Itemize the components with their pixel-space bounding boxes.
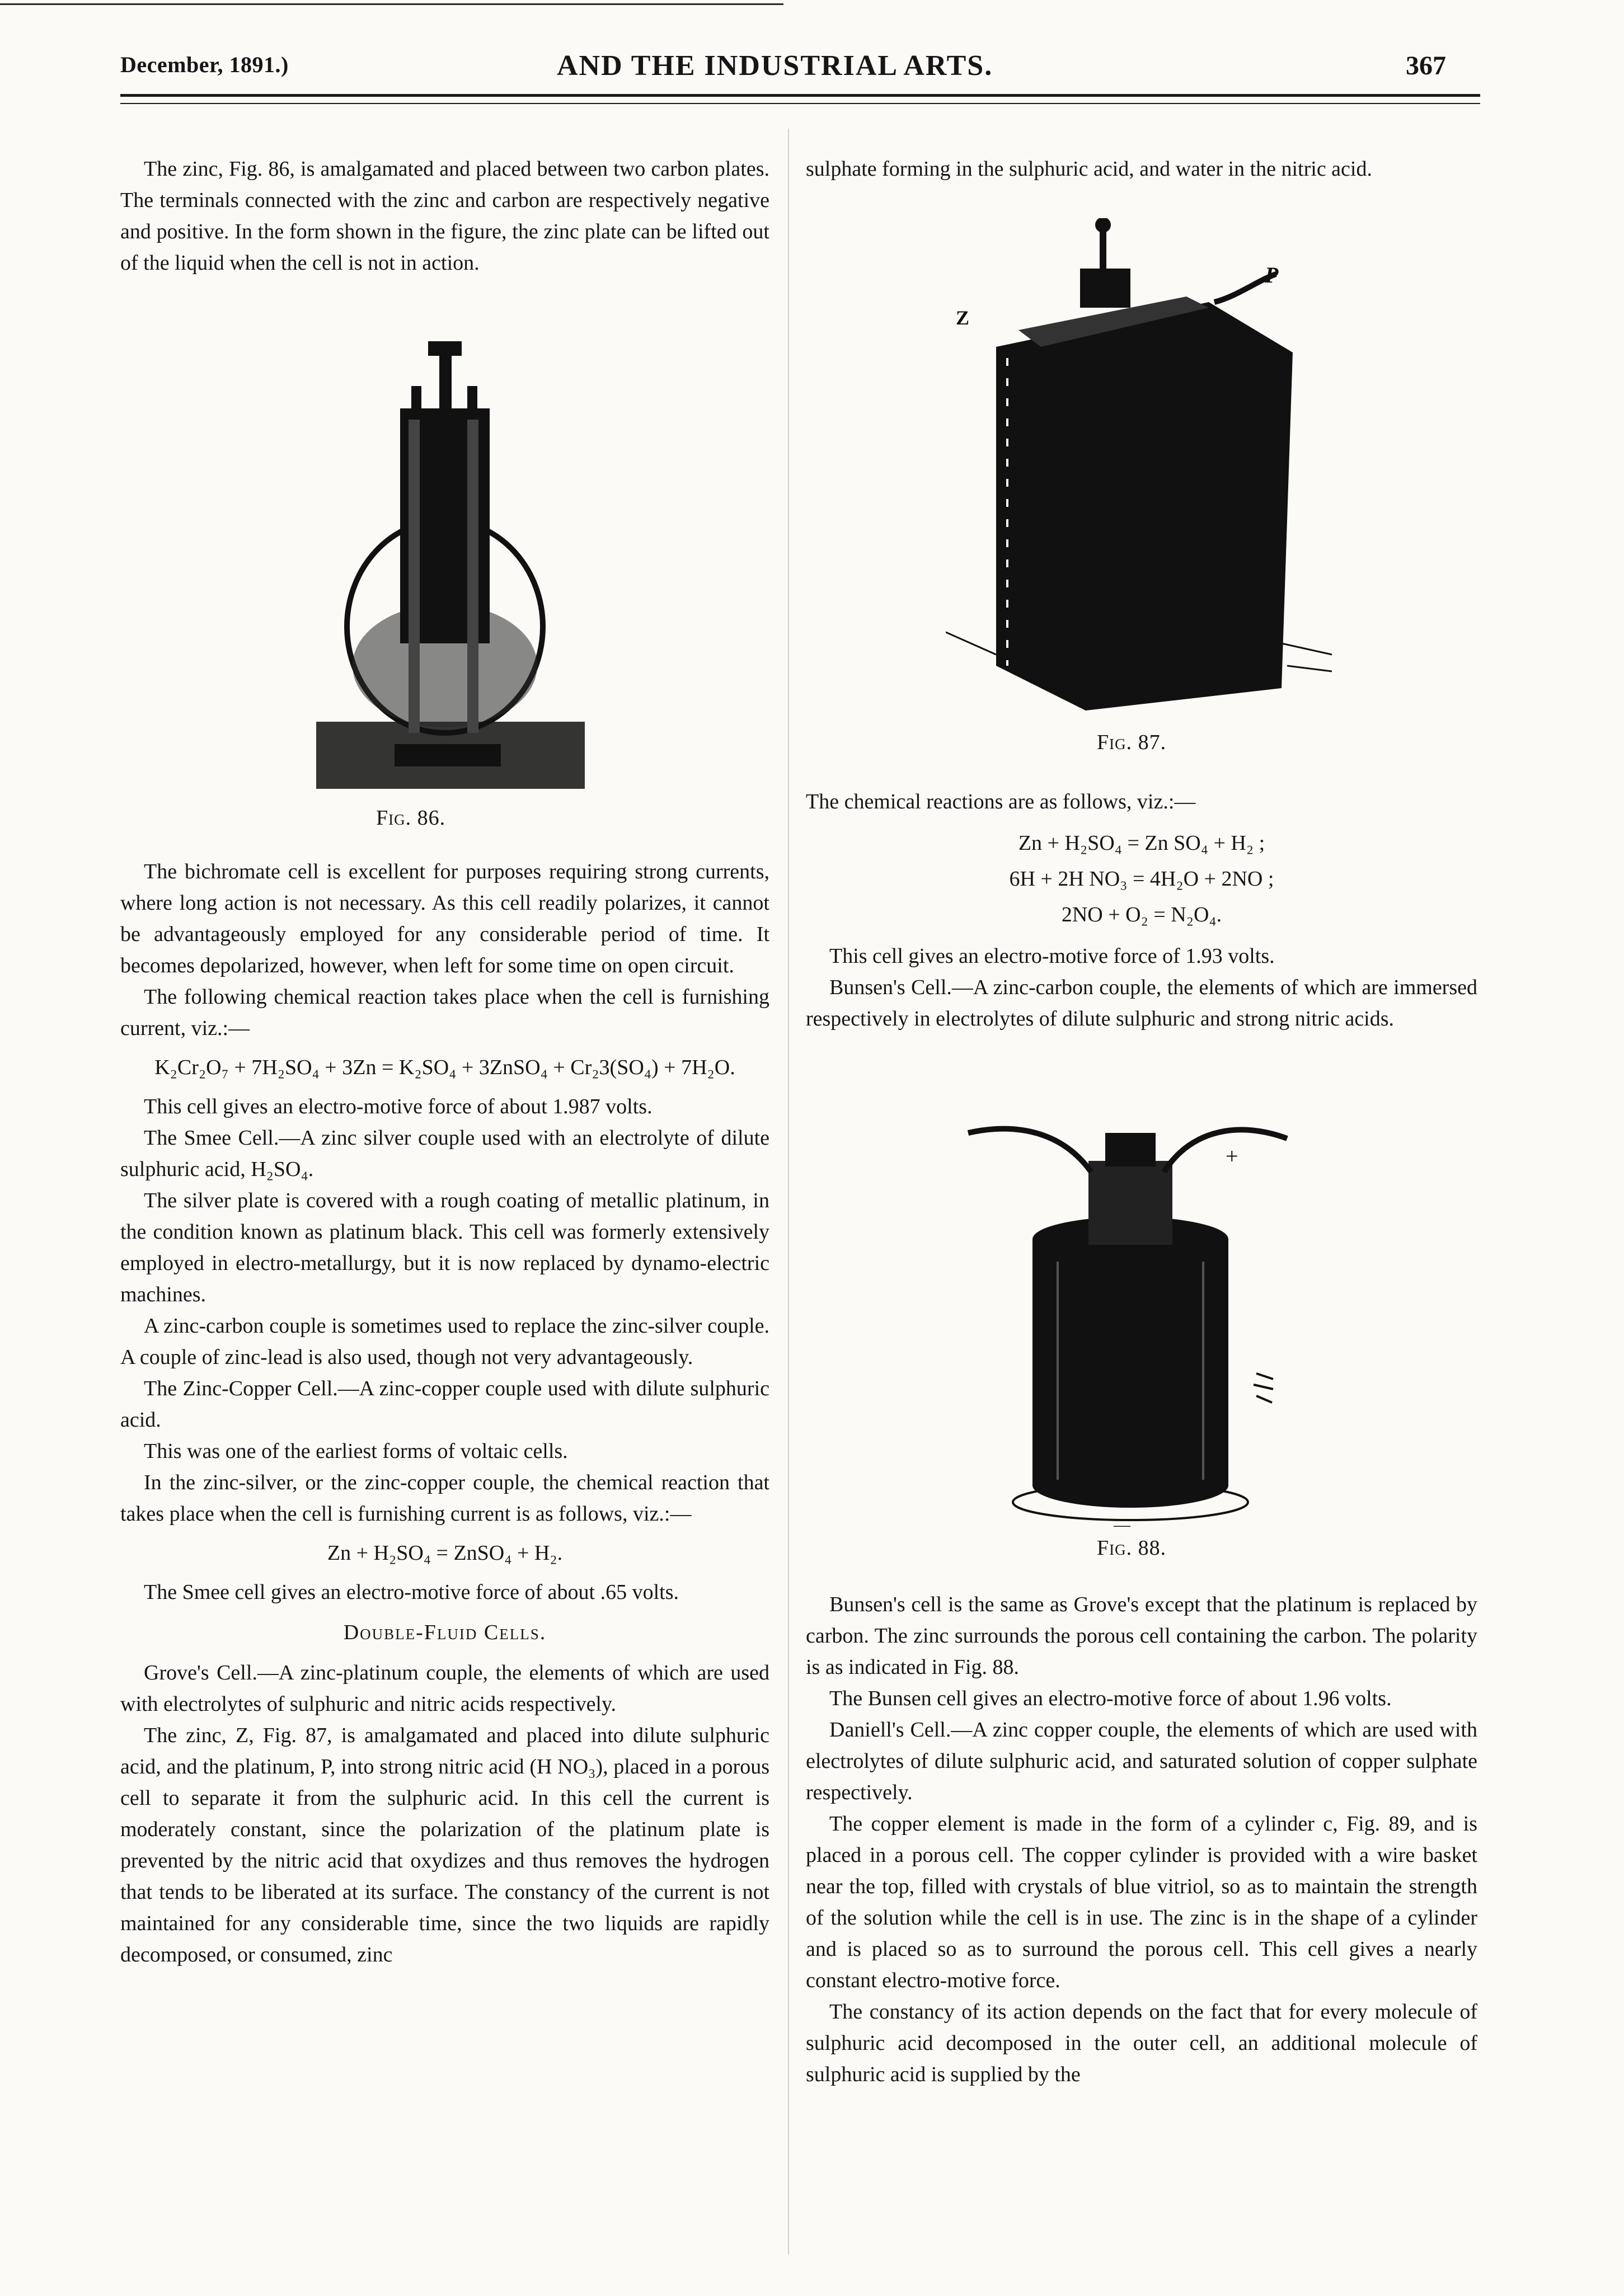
- paragraph-bichromate-emf: This cell gives an electro-motive force of about 1.987 volts.: [144, 1095, 653, 1118]
- figure-87-label-z: Z: [956, 307, 970, 329]
- header-date: December, 1891.): [120, 52, 289, 77]
- equation-grove-3: 2NO + O₂ = N₂O₄.: [1061, 903, 1222, 926]
- paragraph-smee-intro: The Smee Cell.—A zinc silver couple used with an electrolyte of dilute sulphuric acid, H₂SO₄.: [120, 1126, 769, 1181]
- left-intro: [120, 153, 769, 279]
- figure-86-caption: Fig. 86.: [376, 806, 446, 830]
- paragraph-reaction-intro: The following chemical reaction takes place when the cell is furnishing current, viz.:—: [120, 985, 769, 1040]
- paragraph-zinc-intro: The zinc, Fig. 86, is amalgamated and placed between two carbon plates. The terminals connected with the zinc and carbon are respectively negative and positive. In the form shown in the figure, the zinc plate can be lifted out of the liquid when the cell is not in action.: [120, 157, 769, 275]
- heading-double-fluid-cells: Double-Fluid Cells.: [343, 1621, 547, 1644]
- paragraph-constancy: The constancy of its action depends on the fact that for every molecule of sulphuric acid decomposed in the outer cell, an additional molecule of sulphuric acid is supplied by the: [806, 2000, 1477, 2086]
- paragraph-grove-emf: This cell gives an electro-motive force of 1.93 volts.: [829, 944, 1275, 968]
- paragraph-continuation: sulphate forming in the sulphuric acid, and water in the nitric acid.: [806, 157, 1372, 181]
- paragraph-smee-silver: The silver plate is covered with a rough coating of metallic platinum, in the condition known as platinum black. This cell was formerly extensively employed in electro-metallurgy, but it is now replaced by dynamo-electric machines.: [120, 1189, 769, 1306]
- header-rule-thick: [120, 94, 1480, 97]
- figure-88-plus-label: +: [1226, 1144, 1238, 1169]
- right-body: [806, 1589, 1477, 2090]
- paragraph-daniell: Daniell's Cell.—A zinc copper couple, the elements of which are used with electrolytes of dilute sulphuric acid, and saturated solution of copper sulphate respectively.: [806, 1718, 1477, 1804]
- paragraph-zinc-carbon: A zinc-carbon couple is sometimes used to replace the zinc-silver couple. A couple of zinc-lead is also used, though not very advantageously.: [120, 1314, 769, 1369]
- figure-88-minus-label: —: [1114, 1516, 1130, 1534]
- paragraph-bichromate: The bichromate cell is excellent for purposes requiring strong currents, where long action is not necessary. As this cell readily polarizes, it cannot be advantageously employed for any considerable period of time. It becomes depolarized, however, when left for some time on open circuit.: [120, 860, 769, 977]
- figure-88-caption: Fig. 88.: [1097, 1536, 1167, 1560]
- page-number: 367: [1406, 51, 1446, 81]
- header-title: AND THE INDUSTRIAL ARTS.: [557, 50, 993, 82]
- top-border-rule: [0, 3, 783, 5]
- paragraph-bunsen: Bunsen's Cell.—A zinc-carbon couple, the elements of which are immersed respectively in electrolytes of dilute sulphuric and strong nitric acids.: [806, 976, 1477, 1031]
- paragraph-grove-zinc: The zinc, Z, Fig. 87, is amalgamated and placed into dilute sulphuric acid, and the platinum, P, into strong nitric acid (H NO₃), placed in a porous cell to separate it from the sulphuric acid. In this cell the current is moderately constant, since the polarization of the platinum plate is prevented by the nitric acid that oxydizes and thus removes the hydrogen that tends to be liberated at its surface. The constancy of the current is not maintained for any considerable time, since the two liquids are rapidly decomposed, or consumed, zinc: [120, 1724, 769, 1966]
- equation-bichromate: K₂Cr₂O₇ + 7H₂SO₄ + 3Zn = K₂SO₄ + 3ZnSO₄ + Cr₂3(SO₄) + 7H₂O.: [154, 1056, 735, 1079]
- equation-zinc: Zn + H₂SO₄ = ZnSO₄ + H₂.: [327, 1541, 563, 1565]
- figure-86-bichromate-cell: [316, 330, 585, 800]
- left-body: [120, 856, 769, 1970]
- paragraph-bunsen-same: Bunsen's cell is the same as Grove's except that the platinum is replaced by carbon. The zinc surrounds the porous cell containing the carbon. The polarity is as indicated in Fig. 88.: [806, 1593, 1477, 1679]
- right-intro: [806, 153, 1477, 185]
- equation-grove-1: Zn + H₂SO₄ = Zn SO₄ + H₂ ;: [1018, 831, 1265, 855]
- paragraph-copper-element: The copper element is made in the form of a cylinder c, Fig. 89, and is placed in a porous cell. The copper cylinder is provided with a wire basket near the top, filled with crystals of blue vitriol, so as to maintain the strength of the solution while the cell is in use. The zinc is in the shape of a cylinder and is placed so as to surround the porous cell. This cell gives a nearly constant electro-motive force.: [806, 1812, 1477, 1992]
- paragraph-zinc-copper: The Zinc-Copper Cell.—A zinc-copper couple used with dilute sulphuric acid.: [120, 1377, 769, 1432]
- figure-87-grove-cell: [946, 218, 1337, 722]
- paragraph-earliest: This was one of the earliest forms of voltaic cells.: [144, 1439, 568, 1463]
- figure-88-bunsen-cell: [951, 1111, 1309, 1536]
- right-reactions: [806, 786, 1477, 1034]
- header-rule-thin: [120, 103, 1480, 104]
- paragraph-bunsen-emf: The Bunsen cell gives an electro-motive force of about 1.96 volts.: [829, 1687, 1392, 1710]
- equation-grove-2: 6H + 2H NO₃ = 4H₂O + 2NO ;: [1009, 867, 1274, 891]
- figure-87-label-p: P: [1265, 262, 1279, 288]
- paragraph-reactions-intro: The chemical reactions are as follows, viz.:—: [806, 790, 1196, 813]
- paragraph-grove: Grove's Cell.—A zinc-platinum couple, the elements of which are used with electrolytes of sulphuric and nitric acids respectively.: [120, 1661, 769, 1716]
- paragraph-smee-emf: The Smee cell gives an electro-motive force of about .65 volts.: [144, 1580, 679, 1604]
- figure-87-caption: Fig. 87.: [1097, 731, 1167, 754]
- paragraph-zinc-silver-reaction: In the zinc-silver, or the zinc-copper couple, the chemical reaction that takes place when the cell is furnishing current is as follows, viz.:—: [120, 1471, 769, 1526]
- column-divider: [788, 129, 789, 2255]
